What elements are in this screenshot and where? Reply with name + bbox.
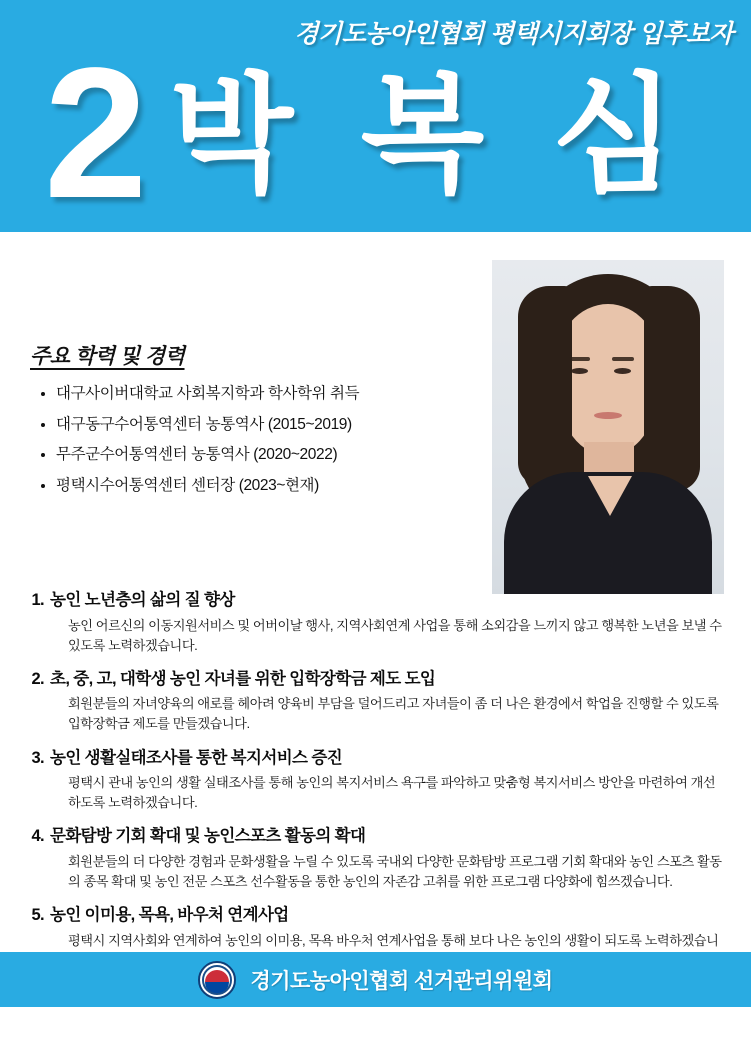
candidate-name: 박 복 심	[169, 64, 692, 207]
pledge-body: 평택시 지역사회와 연계하여 농인의 이미용, 목욕 바우처 연계사업을 통해 보다 나은 농인의 생활이 되도록 노력하겠습니	[68, 932, 719, 948]
emblem-ring	[202, 965, 232, 995]
portrait-mouth	[594, 412, 622, 419]
pledge-title: 농인 이미용, 목욕, 바우처 연계사업	[50, 906, 289, 924]
pledge-number: 4.	[31, 827, 44, 846]
pledge-item	[26, 748, 726, 814]
pledge-number: 2.	[31, 669, 44, 688]
pledge-heading	[26, 905, 726, 926]
pledge-title: 문화탐방 기회 확대 및 농인스포츠 활동의 확대	[50, 827, 366, 846]
list-item: • 무주군수어통역센터 농통역사 (2020~2022)	[56, 447, 470, 463]
list-item: • 대구동구수어통역센터 농통역사 (2015~2019)	[56, 417, 470, 433]
portrait-hair-front-right	[644, 286, 700, 491]
portrait-brow-right	[612, 357, 634, 361]
career-section	[30, 340, 470, 508]
pledge-heading	[26, 590, 726, 611]
pledge-number: 5.	[31, 906, 44, 924]
pledge-number: 1.	[31, 591, 44, 609]
pledge-item	[26, 590, 726, 656]
candidate-number: 2	[44, 30, 148, 232]
portrait-hair-front-left	[518, 286, 572, 486]
career-title: 주요 학력 및 경력	[30, 345, 185, 368]
pledge-body: 회원분들의 더 다양한 경험과 문화생활을 누릴 수 있도록 국내외 다양한 문화탐방 프로그램 기회 확대와 농인 스포츠 활동의 종목 확대 및 농인 전문 스포츠 선수활동을 통한 농인의 자존감 고취를 위한 프로그램 다양화에 힘쓰겠습니다.	[68, 853, 722, 889]
pledge-title: 초, 중, 고, 대학생 농인 자녀를 위한 입학장학금 제도 도입	[50, 669, 436, 688]
organization-line: 경기도농아인협회 평택시지회장 입후보자	[294, 20, 733, 48]
career-list	[30, 386, 470, 493]
pledge-heading	[26, 826, 726, 847]
footer-text: 경기도농아인협회 선거관리위원회	[250, 969, 553, 993]
pledge-body: 농인 어르신의 이동지원서비스 및 어버이날 행사, 지역사회연계 사업을 통해 소외감을 느끼지 않고 행복한 노년을 보낼 수 있도록 노력하겠습니다.	[68, 617, 722, 653]
pledge-body: 회원분들의 자녀양육의 애로를 헤아려 양육비 부담을 덜어드리고 자녀들이 좀 더 나은 환경에서 학업을 진행할 수 있도록 입학장학금 제도를 만들겠습니다.	[68, 696, 719, 732]
candidate-portrait	[492, 260, 724, 594]
pledge-heading	[26, 669, 726, 690]
list-item: • 평택시수어통역센터 센터장 (2023~현재)	[56, 478, 470, 494]
pledge-heading	[26, 748, 726, 769]
poster-footer	[0, 952, 751, 1007]
list-item: • 대구사이버대학교 사회복지학과 학사학위 취득	[56, 386, 470, 402]
korea-emblem-icon	[198, 961, 236, 999]
pledge-title: 농인 생활실태조사를 통한 복지서비스 증진	[50, 748, 343, 767]
portrait-eye-left	[571, 368, 588, 374]
poster-body	[0, 232, 751, 1007]
portrait-eye-right	[614, 368, 631, 374]
poster-header	[0, 0, 751, 232]
pledge-item	[26, 826, 726, 892]
pledge-section	[26, 590, 726, 984]
pledge-number: 3.	[31, 748, 44, 767]
pledge-item	[26, 669, 726, 735]
pledge-title: 농인 노년층의 삶의 질 향상	[50, 591, 235, 609]
pledge-body: 평택시 관내 농인의 생활 실태조사를 통해 농인의 복지서비스 욕구를 파악하고 맞춤형 복지서비스 방안을 마련하여 개선하도록 노력하겠습니다.	[68, 775, 716, 811]
